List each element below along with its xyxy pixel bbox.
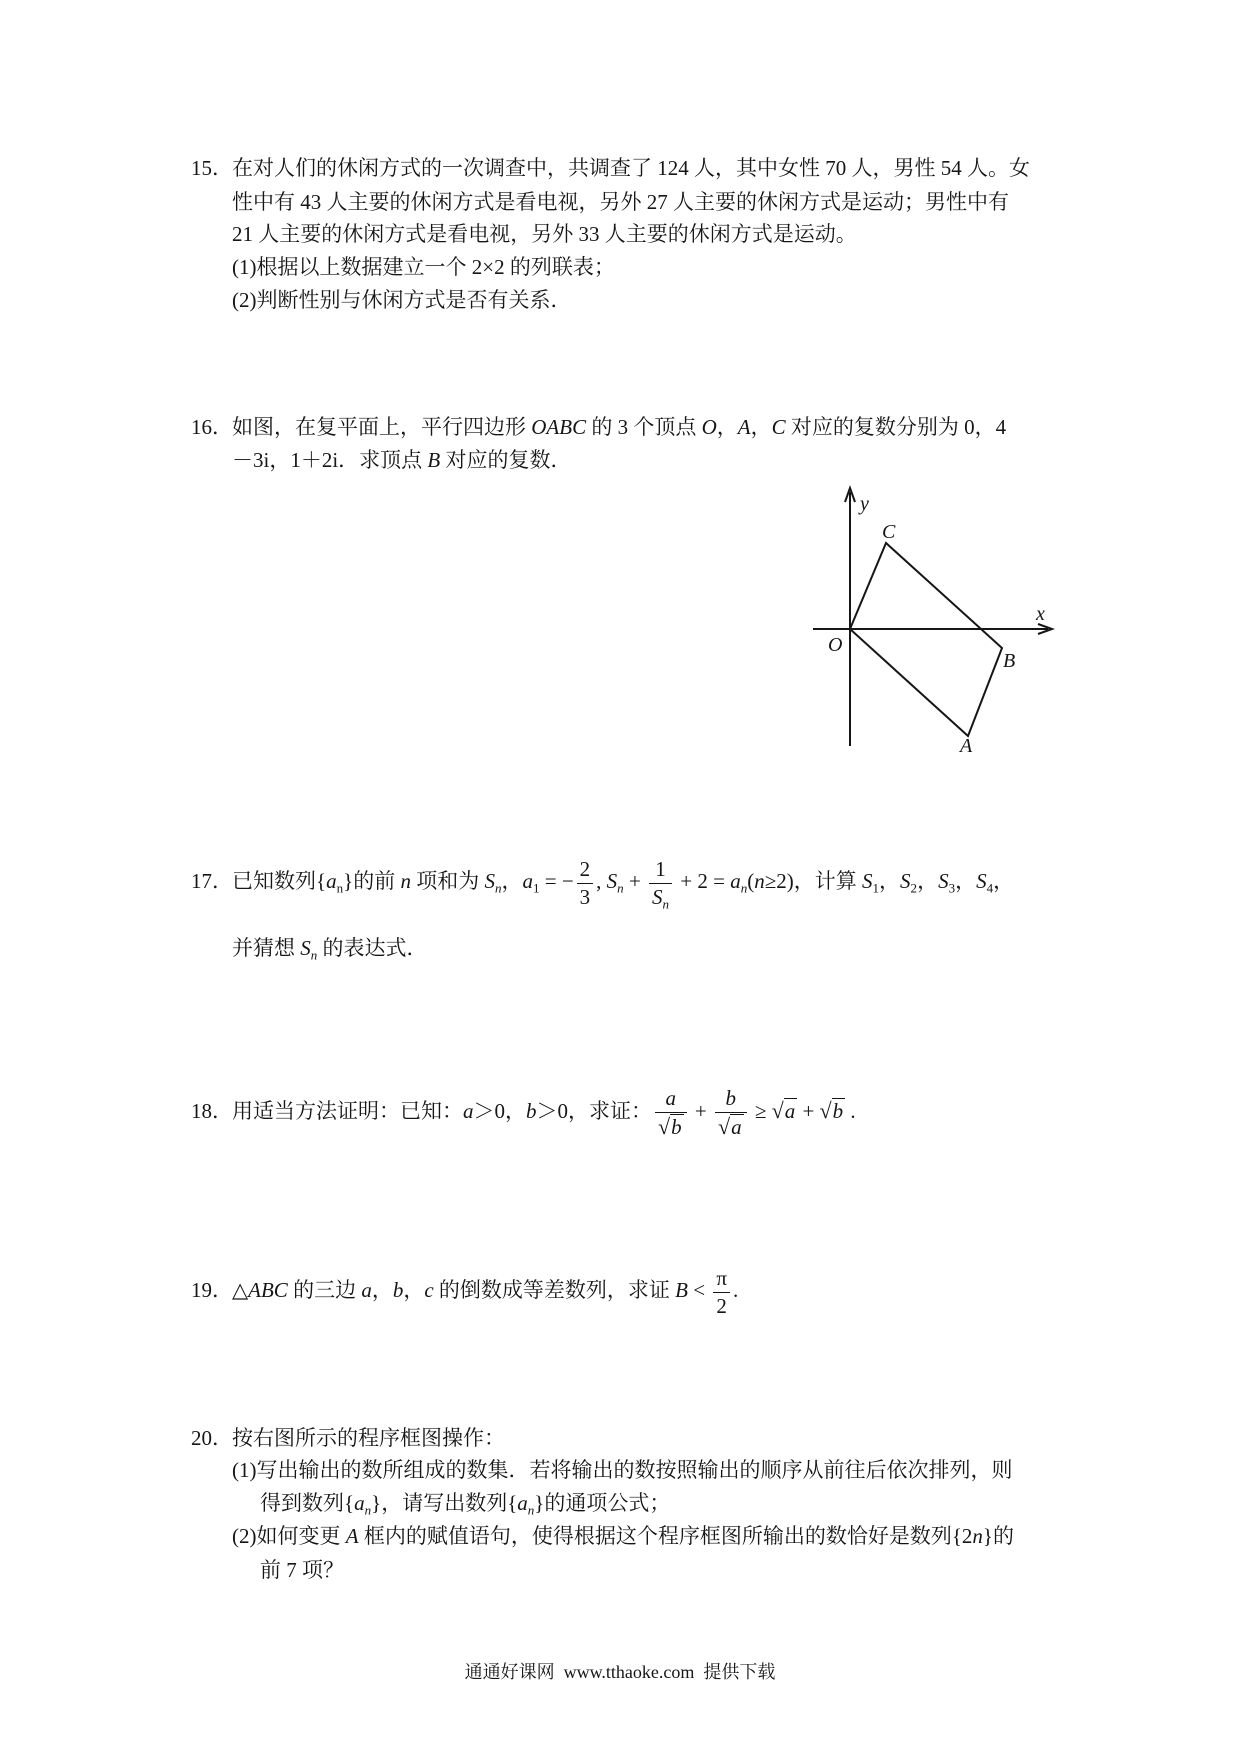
q17-line-1 [191, 849, 1014, 913]
math-operator: + 2 = [675, 869, 731, 893]
question-number: 16． [191, 415, 233, 439]
math-var: a [326, 869, 337, 893]
subscript: n [364, 1502, 372, 1518]
math-var: a [730, 869, 741, 893]
denominator [715, 1112, 747, 1141]
text-segment: (1)写出输出的数所组成的数集．若将输出的数按照输出的顺序从前往后依次排列，则 [232, 1458, 1013, 1482]
vertex-a-label: A [960, 735, 973, 757]
text-segment: ＞0，求证： [536, 1099, 652, 1123]
question-number: 15． [191, 156, 233, 180]
text-segment: }的通项公式； [534, 1491, 671, 1515]
math-var: n [400, 869, 411, 893]
radical-sign: √ [658, 1114, 671, 1140]
q16-line-2 [232, 445, 572, 475]
math-var: a [354, 1491, 365, 1515]
numerator: π [716, 1265, 727, 1290]
math-var: S [862, 869, 873, 893]
text-segment: . [845, 1099, 856, 1123]
math-operator: + [689, 1099, 712, 1123]
q20-line-1 [191, 1423, 505, 1453]
radical-sign: √ [819, 1098, 832, 1123]
question-number: 19． [191, 1278, 233, 1302]
question-number: 17． [191, 869, 233, 893]
subscript: n [527, 1502, 535, 1518]
complex-plane-figure [800, 480, 1060, 760]
subscript: n [494, 880, 502, 896]
math-var: B [675, 1278, 688, 1302]
text-segment: ， [879, 869, 901, 893]
vertex-c-label: C [882, 521, 896, 543]
math-var: S [484, 869, 495, 893]
q20-part-2-line-1 [232, 1521, 1014, 1551]
parallelogram-oabc [850, 543, 1002, 736]
math-var: c [424, 1278, 434, 1302]
math-operator: , [596, 869, 607, 893]
text-segment: ， [403, 1278, 425, 1302]
math-var: S [652, 884, 663, 909]
q20-part-1-line-2 [260, 1488, 670, 1518]
vertex-o-label: O [828, 634, 843, 656]
text-segment: 对应的复数． [440, 448, 572, 472]
subscript: 2 [910, 880, 918, 896]
math-var: ABC [248, 1278, 288, 1302]
math-operator: + [797, 1099, 820, 1123]
fraction-one-over-sn [649, 856, 672, 911]
subscript: 1 [872, 880, 880, 896]
text-segment: 已知数列{ [232, 869, 327, 893]
denominator: 3 [577, 883, 594, 911]
math-var: S [606, 869, 618, 893]
numerator: 1 [655, 856, 666, 881]
math-var: a [517, 1491, 528, 1515]
q15-part-1 [232, 252, 615, 282]
text-segment: －3i，1＋2i．求顶点 [232, 448, 428, 472]
text-segment: 21 人主要的休闲方式是看电视，另外 33 人主要的休闲方式是运动。 [232, 222, 857, 246]
denominator: 2 [713, 1292, 730, 1320]
radicand: a [784, 1099, 796, 1123]
text-segment: }的前 [343, 869, 401, 893]
fraction-b-over-sqrt-a [715, 1085, 747, 1141]
text-segment: ， [750, 415, 772, 439]
subscript: 4 [986, 880, 994, 896]
subscript: n [336, 880, 344, 896]
math-var: n [972, 1524, 983, 1548]
text-segment: 在对人们的休闲方式的一次调查中，共调查了 124 人，其中女性 70 人，男性 54 人。女 [232, 156, 1030, 180]
math-var: B [427, 448, 441, 472]
text-segment: . [732, 1278, 739, 1302]
q15-line-3 [232, 219, 857, 249]
math-operator: ≥ [749, 1099, 772, 1123]
q18-line-1 [191, 1079, 856, 1143]
text-segment: ， [993, 869, 1015, 893]
text-segment: ， [501, 869, 523, 893]
denominator [649, 883, 672, 911]
text-segment: }的 [982, 1524, 1014, 1548]
radicand: b [832, 1099, 844, 1123]
text-segment: (2)判断性别与休闲方式是否有关系． [232, 288, 572, 312]
math-operator: < [687, 1278, 711, 1302]
text-segment: (2)如何变更 [232, 1524, 346, 1548]
radicand: b [671, 1115, 682, 1140]
text-segment: (1)根据以上数据建立一个 2×2 的列联表； [232, 255, 615, 279]
radical-sign: √ [771, 1098, 784, 1123]
text-segment: 按右图所示的程序框图操作： [232, 1426, 505, 1450]
q17-line-2 [232, 933, 428, 963]
radicand: a [731, 1115, 742, 1140]
numerator: b [725, 1086, 736, 1111]
text-segment: 并猜想 [232, 936, 301, 960]
subscript: n [617, 880, 624, 896]
text-segment: 对应的复数分别为 0，4 [785, 415, 1007, 439]
text-segment: 前 7 项？ [260, 1558, 344, 1582]
text-segment: 得到数列{ [260, 1491, 355, 1515]
text-segment: ， [371, 1278, 393, 1302]
x-axis-label: x [1036, 603, 1045, 625]
q16-line-1 [191, 412, 1006, 442]
text-segment: 的三边 [287, 1278, 362, 1302]
text-segment: ， [716, 415, 738, 439]
subscript: n [662, 896, 670, 912]
question-number: 18． [191, 1099, 233, 1123]
vertex-b-label: B [1003, 650, 1016, 672]
page-footer: 通通好课网 www.tthaoke.com 提供下载 [464, 1662, 776, 1682]
math-var: S [900, 869, 911, 893]
text-segment: ， [917, 869, 939, 893]
numerator: a [665, 1086, 677, 1111]
text-segment: 的倒数成等差数列，求证 [433, 1278, 676, 1302]
fraction-two-thirds [577, 856, 594, 911]
text-segment: 用适当方法证明：已知： [232, 1099, 463, 1123]
denominator [655, 1112, 687, 1141]
text-segment: 框内的赋值语句，使得根据这个程序框图所输出的数恰好是数列{2 [358, 1524, 973, 1548]
text-segment: 的 3 个顶点 [586, 415, 702, 439]
text-segment: ， [955, 869, 977, 893]
text-segment: ≥2)，计算 [764, 869, 863, 893]
subscript: 1 [532, 880, 540, 896]
math-var: O [701, 415, 717, 439]
math-operator: + [623, 869, 647, 893]
math-var: S [300, 936, 311, 960]
fraction-pi-over-2 [713, 1265, 730, 1320]
math-var: OABC [531, 415, 587, 439]
math-operator: = − [539, 869, 574, 893]
math-var: S [976, 869, 987, 893]
math-var: n [754, 869, 765, 893]
text-segment: 项和为 [410, 869, 485, 893]
math-var: C [771, 415, 786, 439]
text-segment: 如图，在复平面上，平行四边形 [232, 415, 532, 439]
question-number: 20． [191, 1426, 233, 1450]
math-var: S [938, 869, 949, 893]
y-axis-label: y [860, 493, 869, 515]
math-var: b [526, 1099, 537, 1123]
subscript: n [310, 947, 318, 963]
q19-line-1 [191, 1258, 738, 1322]
q15-part-2 [232, 285, 572, 315]
math-var: a [463, 1099, 474, 1123]
math-var: A [345, 1524, 359, 1548]
q20-part-1-line-1 [232, 1455, 1012, 1485]
subscript: n [740, 880, 748, 896]
text-segment: ( [747, 869, 755, 893]
text-segment: ＞0， [473, 1099, 526, 1123]
math-var: A [737, 415, 751, 439]
text-segment: 的表达式． [317, 936, 428, 960]
text-segment: }，请写出数列{ [371, 1491, 518, 1515]
numerator: 2 [579, 856, 591, 881]
radical-sign: √ [717, 1114, 731, 1140]
q20-part-2-line-2 [260, 1555, 344, 1585]
math-var: a [522, 869, 533, 893]
text-segment: 性中有 43 人主要的休闲方式是看电视，另外 27 人主要的休闲方式是运动；男性中有 [232, 190, 1009, 214]
fraction-a-over-sqrt-b [655, 1085, 687, 1141]
q15-line-2 [232, 187, 1009, 217]
subscript: 3 [948, 880, 956, 896]
math-var: a [361, 1278, 372, 1302]
q15-line-1 [191, 153, 1030, 183]
math-var: b [392, 1278, 404, 1302]
text-segment: △ [232, 1278, 249, 1302]
